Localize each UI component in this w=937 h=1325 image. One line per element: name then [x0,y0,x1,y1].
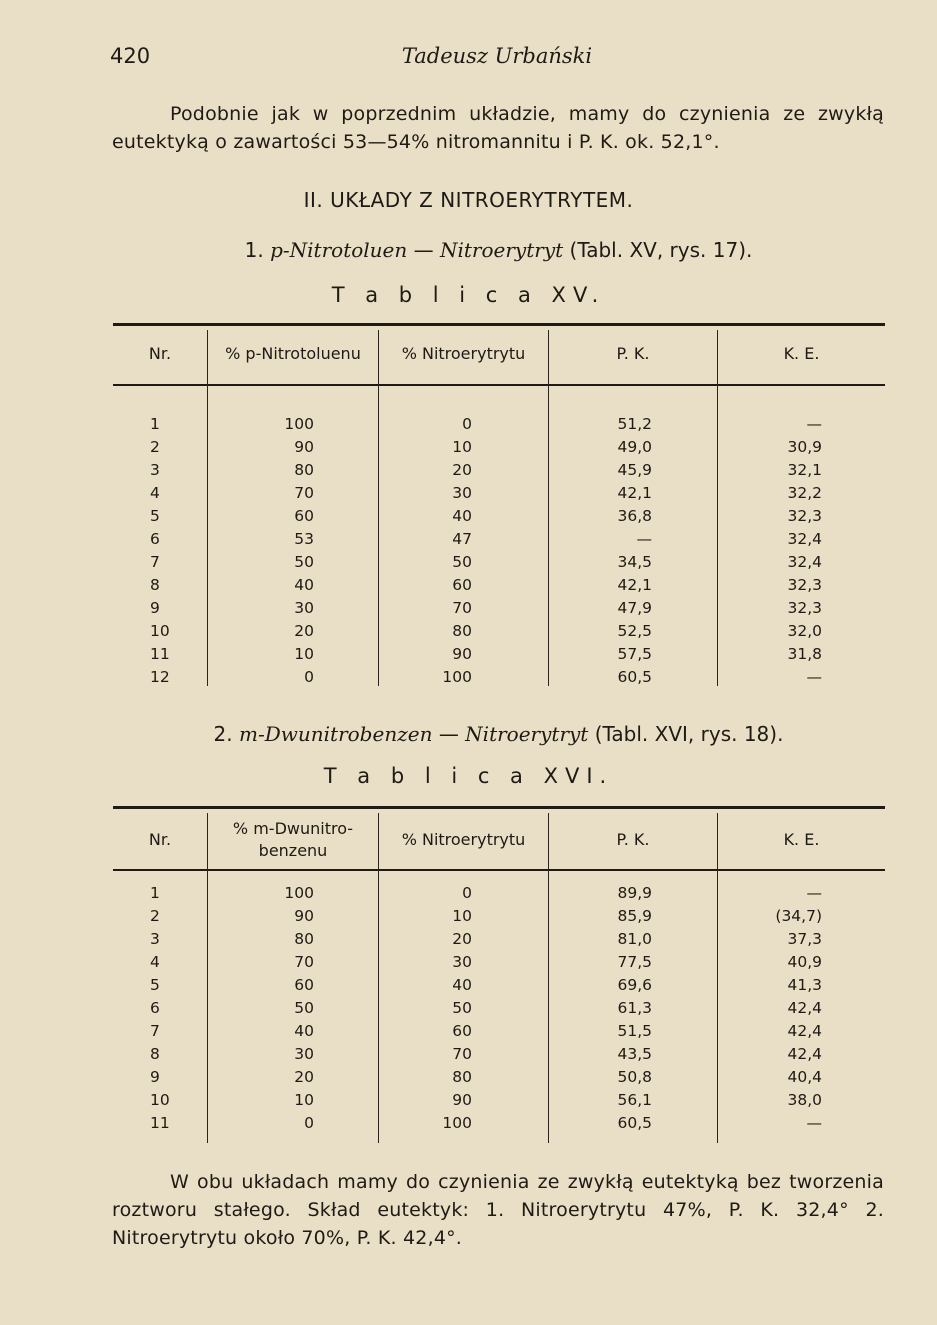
table-1-cell-nr: 2 [150,438,160,456]
table-1-cell-col-b: 30 [452,484,472,502]
table-2-cell-col-a: 40 [294,1022,314,1040]
table-2-cell-pk: 56,1 [617,1091,652,1109]
table-1-cell-nr: 9 [150,599,160,617]
table-2-cell-pk: 51,5 [617,1022,652,1040]
table-1-cell-col-a: 20 [294,622,314,640]
table-2-col-divider [548,813,549,1143]
table-2-header-col-a-line1: % m-Dwunitro- [232,819,354,838]
table-2-cell-nr: 11 [150,1114,170,1132]
table-2-cell-ke: — [806,1114,822,1132]
table-1-cell-nr: 10 [150,622,170,640]
table-1-header-rule [113,384,885,386]
table-1-cell-nr: 11 [150,645,170,663]
conclusion-paragraph: W obu układach mamy do czynienia ze zwykłą eutektyką bez tworzenia roztworu stałego. Skład eutektyk: 1. Nitroerytrytu 47%, P. K. 32,4° 2. Nitroerytrytu około 70%, P. K. 42,4°. [112,1171,884,1249]
page-number: 420 [110,44,151,68]
table-2-header-col-a [208,818,378,862]
table-2-cell-pk: 61,3 [617,999,652,1017]
table-1-cell-col-a: 30 [294,599,314,617]
table-2-cell-col-b: 50 [452,999,472,1017]
table-2-cell-ke: 37,3 [787,930,822,948]
table-1-cell-col-a: 53 [294,530,314,548]
table-2-cell-pk: 77,5 [617,953,652,971]
table-1-cell-ke: 32,4 [787,530,822,548]
table-2-cell-col-a: 70 [294,953,314,971]
table-2-cell-col-b: 100 [442,1114,472,1132]
system-2-number: 2. [213,722,233,746]
table-1-cell-col-b: 20 [452,461,472,479]
table-1-header-col-a: % p-Nitrotoluenu [225,344,361,363]
table-1-cell-pk: 49,0 [617,438,652,456]
table-1-cell-col-b: 100 [442,668,472,686]
table-2-cell-nr: 1 [150,884,160,902]
table-2-cell-nr: 2 [150,907,160,925]
table-1-header-col-b: % Nitroerytrytu [401,344,526,363]
table-2-cell-col-a: 80 [294,930,314,948]
table-2-header-col-a-line2: benzenu [258,841,328,860]
table-1-col-divider [717,330,718,686]
system-1-title [30,238,937,262]
table-2-cell-ke: — [806,884,822,902]
table-1-cell-nr: 8 [150,576,160,594]
page-header [110,44,884,74]
table-1-cell-ke: — [806,415,822,433]
table-1-cell-pk: 52,5 [617,622,652,640]
running-title: Tadeusz Urbański [401,44,593,68]
table-1-cell-ke: 32,3 [787,576,822,594]
table-1-cell-pk: 51,2 [617,415,652,433]
table-1-cell-nr: 5 [150,507,160,525]
table-2-header-ke: K. E. [783,830,820,849]
table-2-cell-ke: 42,4 [787,1022,822,1040]
table-1-col-divider [378,330,379,686]
table-2-cell-col-a: 60 [294,976,314,994]
system-1-dash: — [413,238,434,262]
table-2-cell-ke: 40,9 [787,953,822,971]
table-1-col-divider [548,330,549,686]
table-1-cell-col-a: 10 [294,645,314,663]
table-2-cell-pk: 60,5 [617,1114,652,1132]
table-2-cell-pk: 85,9 [617,907,652,925]
table-1-cell-pk: 34,5 [617,553,652,571]
table-2-cell-pk: 50,8 [617,1068,652,1086]
table-1-col-divider [207,330,208,686]
table-1-cell-col-b: 90 [452,645,472,663]
table-1-cell-col-b: 80 [452,622,472,640]
table-1-cell-nr: 6 [150,530,160,548]
table-2-cell-ke: 41,3 [787,976,822,994]
table-1-cell-col-a: 50 [294,553,314,571]
table-1-cell-col-b: 0 [462,415,472,433]
table-2-cell-nr: 7 [150,1022,160,1040]
system-1-component-a: p-Nitrotoluen [270,238,408,262]
table-1-cell-pk: 47,9 [617,599,652,617]
table-2-cell-col-b: 70 [452,1045,472,1063]
table-2-cell-nr: 4 [150,953,160,971]
table-1-cell-nr: 7 [150,553,160,571]
table-1-cell-col-b: 47 [452,530,472,548]
table-2-cell-col-a: 30 [294,1045,314,1063]
table-1-cell-col-a: 0 [304,668,314,686]
table-1-cell-pk: 60,5 [617,668,652,686]
table-2-cell-col-b: 90 [452,1091,472,1109]
table-2-header-col-b: % Nitroerytrytu [401,830,526,849]
table-1-cell-nr: 12 [150,668,170,686]
table-2-cell-nr: 6 [150,999,160,1017]
table-2-cell-pk: 89,9 [617,884,652,902]
table-2-top-rule [113,806,885,809]
table-2-cell-ke: 40,4 [787,1068,822,1086]
table-1-cell-ke: 32,3 [787,599,822,617]
system-1-number: 1. [244,238,264,262]
table-1-cell-col-a: 90 [294,438,314,456]
table-2-col-divider [378,813,379,1143]
table-2-cell-nr: 3 [150,930,160,948]
table-2-cell-ke: 38,0 [787,1091,822,1109]
table-1-cell-pk: 36,8 [617,507,652,525]
table-2-cell-pk: 43,5 [617,1045,652,1063]
table-2-cell-col-b: 10 [452,907,472,925]
table-1-header-pk: P. K. [616,344,650,363]
table-2-cell-nr: 10 [150,1091,170,1109]
table-1-cell-ke: 32,0 [787,622,822,640]
table-2-cell-ke: 42,4 [787,999,822,1017]
table-2-header-rule [113,869,885,871]
table-1-cell-ke: 32,3 [787,507,822,525]
system-1-component-b: Nitroerytryt [439,238,564,262]
system-2-ref: (Tabl. XVI, rys. 18). [594,722,784,746]
table-2-cell-col-a: 0 [304,1114,314,1132]
system-2-component-b: Nitroerytryt [465,722,589,746]
table-2-cell-col-a: 20 [294,1068,314,1086]
table-2-cell-ke: (34,7) [775,907,822,925]
table-2-header-nr: Nr. [148,830,172,849]
table-1-header-nr: Nr. [148,344,172,363]
table-1-cell-ke: — [806,668,822,686]
table-1-cell-nr: 1 [150,415,160,433]
table-1-cell-ke: 32,4 [787,553,822,571]
table-2-cell-col-a: 90 [294,907,314,925]
table-1-cell-pk: 45,9 [617,461,652,479]
table-1-cell-ke: 31,8 [787,645,822,663]
table-2-cell-pk: 81,0 [617,930,652,948]
table-2-cell-col-a: 50 [294,999,314,1017]
table-1-cell-pk: 42,1 [617,484,652,502]
table-2-cell-col-b: 60 [452,1022,472,1040]
table-2-cell-col-b: 80 [452,1068,472,1086]
table-2-header-pk: P. K. [616,830,650,849]
table-1-cell-col-a: 70 [294,484,314,502]
table-2-cell-nr: 5 [150,976,160,994]
table-1-cell-col-a: 60 [294,507,314,525]
table-1-cell-ke: 30,9 [787,438,822,456]
table-2-cell-col-b: 20 [452,930,472,948]
table-2-cell-pk: 69,6 [617,976,652,994]
system-2-title [30,722,937,746]
table-1-top-rule [113,323,885,326]
table-2-col-divider [207,813,208,1143]
table-1-cell-nr: 4 [150,484,160,502]
table-2-cell-nr: 9 [150,1068,160,1086]
table-2-cell-nr: 8 [150,1045,160,1063]
table-2-cell-col-b: 30 [452,953,472,971]
table-1-cell-pk: 57,5 [617,645,652,663]
table-1-cell-col-b: 70 [452,599,472,617]
table-1-cell-ke: 32,2 [787,484,822,502]
table-1-header-ke: K. E. [783,344,820,363]
system-2-component-a: m-Dwunitrobenzen [239,722,433,746]
table-1-cell-nr: 3 [150,461,160,479]
table-2-col-divider [717,813,718,1143]
table-1-cell-col-b: 60 [452,576,472,594]
table-2-cell-col-a: 100 [284,884,314,902]
intro-paragraph: Podobnie jak w poprzednim układzie, mamy do czynienia ze zwykłą eutektyką o zawartości 53—54% nitromannitu i P. K. ok. 52,1°. [112,103,884,153]
table-1-cell-pk: — [636,530,652,548]
table-2-title: T a b l i c a XVI. [323,764,614,788]
system-2-dash: — [438,722,459,746]
table-1-cell-ke: 32,1 [787,461,822,479]
table-1-cell-col-a: 40 [294,576,314,594]
table-1-cell-pk: 42,1 [617,576,652,594]
table-1-cell-col-a: 80 [294,461,314,479]
table-2-cell-ke: 42,4 [787,1045,822,1063]
table-1-title: T a b l i c a XV. [331,283,606,307]
system-1-ref: (Tabl. XV, rys. 17). [569,238,753,262]
section-title: II. UKŁADY Z NITROERYTRYTEM. [303,188,634,212]
table-1-cell-col-b: 10 [452,438,472,456]
table-2-cell-col-a: 10 [294,1091,314,1109]
table-2-cell-col-b: 0 [462,884,472,902]
table-1-cell-col-a: 100 [284,415,314,433]
table-1-cell-col-b: 50 [452,553,472,571]
table-2-cell-col-b: 40 [452,976,472,994]
table-1-cell-col-b: 40 [452,507,472,525]
